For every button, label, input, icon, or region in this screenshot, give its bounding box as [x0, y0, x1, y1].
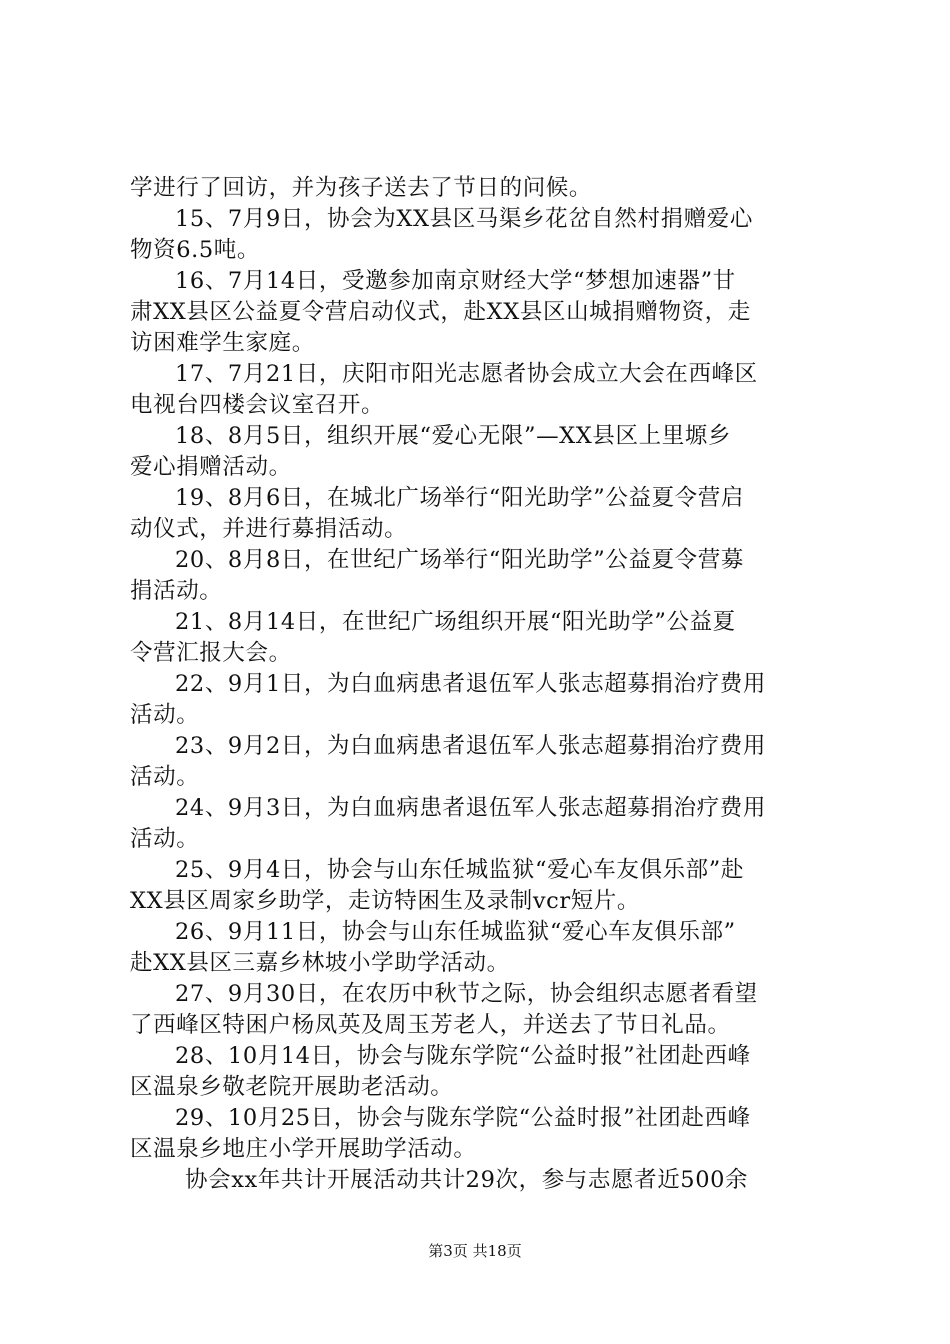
- text-line: 29、10月25日，协会与陇东学院“公益时报”社团赴西峰: [175, 1105, 751, 1131]
- text-line: 23、9月2日，为白血病患者退伍军人张志超募捐治疗费用: [175, 733, 766, 759]
- text-line: 22、9月1日，为白血病患者退伍军人张志超募捐治疗费用: [175, 671, 766, 697]
- text-line: 物资6.5吨。: [130, 237, 260, 263]
- text-line: 24、9月3日，为白血病患者退伍军人张志超募捐治疗费用: [175, 795, 766, 821]
- text-line: 区温泉乡地庄小学开展助学活动。: [130, 1136, 477, 1162]
- text-line: 捐活动。: [130, 578, 223, 604]
- page-number-footer: 第3页 共18页: [428, 1242, 522, 1260]
- text-line: 肃XX县区公益夏令营启动仪式，赴XX县区山城捐赠物资，走: [130, 299, 751, 325]
- text-line: 活动。: [130, 826, 200, 852]
- text-line: 26、9月11日，协会与山东任城监狱“爱心车友俱乐部”: [175, 919, 736, 945]
- text-line: 爱心捐赠活动。: [130, 454, 292, 480]
- text-line: 赴XX县区三嘉乡林坡小学助学活动。: [130, 950, 510, 976]
- text-line: 20、8月8日，在世纪广场举行“阳光助学”公益夏令营募: [175, 547, 744, 573]
- text-line: 动仪式，并进行募捐活动。: [130, 516, 408, 542]
- text-line: 了西峰区特困户杨凤英及周玉芳老人，并送去了节日礼品。: [130, 1012, 731, 1038]
- text-line: 区温泉乡敬老院开展助老活动。: [130, 1074, 454, 1100]
- text-line: 活动。: [130, 764, 200, 790]
- text-line: 令营汇报大会。: [130, 640, 292, 666]
- text-line: XX县区周家乡助学，走访特困生及录制vcr短片。: [130, 888, 641, 914]
- text-line: 活动。: [130, 702, 200, 728]
- text-line: 25、9月4日，协会与山东任城监狱“爱心车友俱乐部”赴: [175, 857, 744, 883]
- text-line: 18、8月5日，组织开展“爱心无限”—XX县区上里塬乡: [175, 423, 732, 449]
- document-body: [130, 173, 830, 1196]
- text-line: 27、9月30日，在农历中秋节之际，协会组织志愿者看望: [175, 981, 758, 1007]
- text-line: 学进行了回访，并为孩子送去了节日的问候。: [130, 175, 593, 201]
- text-line: 28、10月14日，协会与陇东学院“公益时报”社团赴西峰: [175, 1043, 751, 1069]
- text-line: 15、7月9日，协会为XX县区马渠乡花岔自然村捐赠爱心: [175, 206, 753, 232]
- text-line: 协会xx年共计开展活动共计29次，参与志愿者近500余: [185, 1167, 749, 1193]
- text-line: 16、7月14日，受邀参加南京财经大学“梦想加速器”甘: [175, 268, 736, 294]
- text-line: 17、7月21日，庆阳市阳光志愿者协会成立大会在西峰区: [175, 361, 758, 387]
- text-line: 电视台四楼会议室召开。: [130, 392, 385, 418]
- text-line: 19、8月6日，在城北广场举行“阳光助学”公益夏令营启: [175, 485, 744, 511]
- text-line: 21、8月14日，在世纪广场组织开展“阳光助学”公益夏: [175, 609, 736, 635]
- text-line: 访困难学生家庭。: [130, 330, 315, 356]
